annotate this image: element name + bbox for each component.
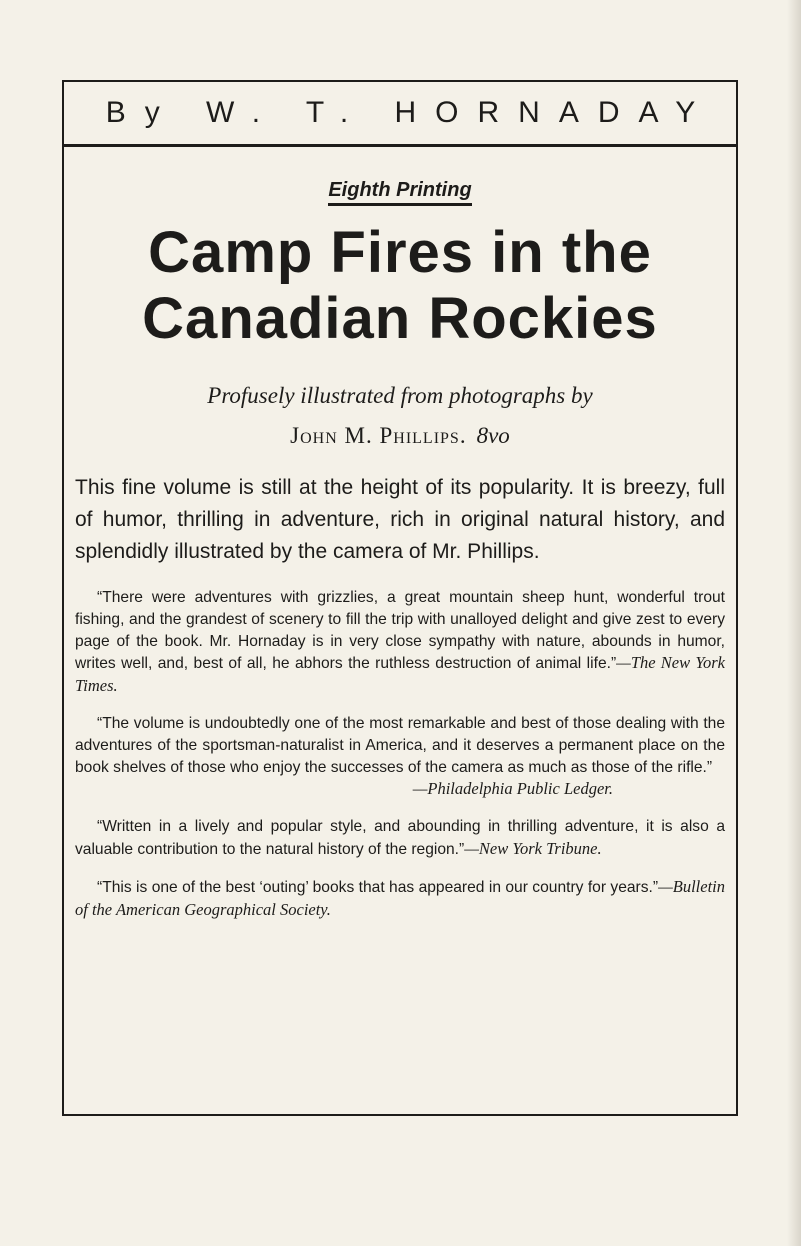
review-3-source: —New York Tribune. <box>464 838 602 858</box>
review-quote-4 <box>67 876 733 922</box>
book-format: 8vo <box>476 423 510 448</box>
page-edge-shadow <box>787 0 801 1246</box>
review-1-text: “There were adventures with grizzlies, a great mountain sheep hunt, wonderful trout fishing, and the grandest of scenery to fill the trip with unalloyed delight and give zest to every page of the book. Mr. Hornaday is in very close sympathy with nature, abounds in humor, writes well, and, best of all, he abhors the ruthless destruction of animal life.” <box>75 589 725 673</box>
review-2-text: “The volume is undoubtedly one of the most remarkable and best of those dealing with the adventures of the sportsman-naturalist in America, and it deserves a permanent place on the book shelves of those who enjoy the successes of the camera as much as those of the rifle.” <box>75 714 725 776</box>
review-quote-3 <box>67 816 733 861</box>
advertisement-content <box>64 152 736 921</box>
book-title <box>67 220 733 352</box>
book-subtitle: Profusely illustrated from photographs by <box>207 383 593 408</box>
illustrator-credit <box>67 422 733 450</box>
book-title-line-2: Canadian Rockies <box>142 286 658 351</box>
book-title-line-1: Camp Fires in the <box>148 220 652 285</box>
review-quote-1 <box>67 587 733 698</box>
author-name: By W. T. HORNADAY <box>105 96 715 129</box>
advertisement-frame <box>62 80 738 1116</box>
review-4-source: —Bulletin of the American Geographical Society. <box>75 876 725 919</box>
review-2-source-line <box>67 778 733 801</box>
edition-text: Eighth Printing <box>328 179 471 206</box>
book-description: This fine volume is still at the height of its popularity. It is breezy, full of humor, thrilling in adventure, rich in original natural history, and splendidly illustrated by the camera of Mr. Phillips. <box>75 476 725 563</box>
review-4-text: “This is one of the best ‘outing’ books that has appeared in our country for years.” <box>97 878 659 896</box>
review-quote-2 <box>67 713 733 778</box>
review-1-source: —The New York Times. <box>75 653 725 696</box>
edition-label <box>67 179 733 202</box>
author-header <box>64 82 736 147</box>
review-3-text: “Written in a lively and popular style, and abounding in thrilling adventure, it is also a valuable contribution to the natural history of the region.” <box>75 818 725 858</box>
illustrator-name: John M. Phillips. <box>290 423 467 448</box>
review-2-source: —Philadelphia Public Ledger. <box>412 779 613 799</box>
